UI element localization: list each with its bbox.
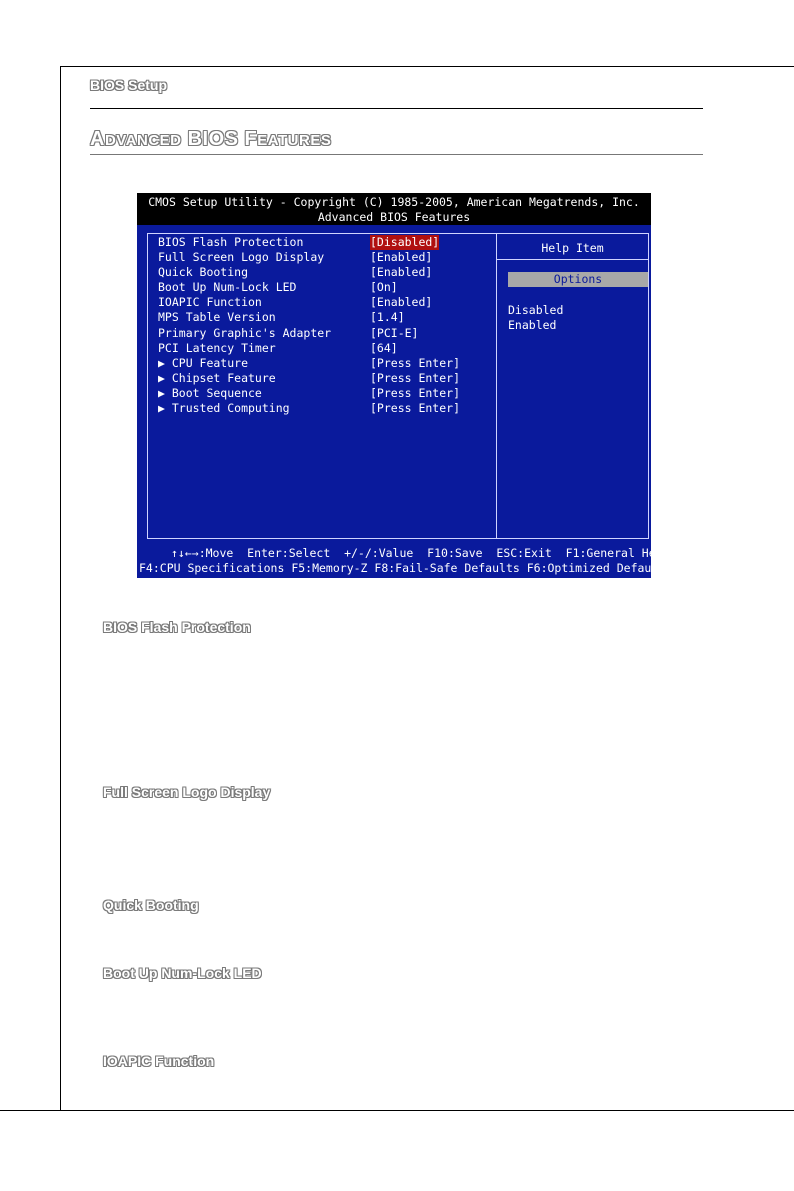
bios-submenu-label[interactable]: ▶ Chipset Feature xyxy=(158,371,276,385)
doc-heading-quick-booting: Quick Booting xyxy=(103,897,199,913)
bios-item-value[interactable]: [Enabled] xyxy=(370,295,433,309)
bios-item-value[interactable]: [Disabled] xyxy=(370,235,440,249)
bios-item-label[interactable]: IOAPIC Function xyxy=(158,295,262,309)
help-option: Enabled xyxy=(508,318,557,332)
bios-item-value[interactable]: [64] xyxy=(370,341,398,355)
help-item-title: Help Item xyxy=(541,241,604,255)
options-header: Options xyxy=(508,272,648,287)
doc-heading-bios-flash-protection: BIOS Flash Protection xyxy=(103,619,251,635)
bios-submenu-label[interactable]: ▶ Boot Sequence xyxy=(158,386,262,400)
bios-panel-divider xyxy=(496,234,497,538)
page-frame-left xyxy=(60,66,61,1111)
bios-footer-keys: ↑↓←→:Move Enter:Select +/-/:Value F10:Save ESC:Exit F1:General Help xyxy=(171,546,670,560)
bios-item-label[interactable]: PCI Latency Timer xyxy=(158,341,276,355)
bios-item-value[interactable]: [Enabled] xyxy=(370,250,433,264)
bios-submenu-label[interactable]: ▶ CPU Feature xyxy=(158,356,249,370)
bios-subtitle: Advanced BIOS Features xyxy=(317,210,471,224)
bios-footer xyxy=(137,545,673,578)
page-frame-top xyxy=(60,66,794,67)
bios-item-label[interactable]: Quick Booting xyxy=(158,265,249,279)
doc-heading-num-lock: Boot Up Num-Lock LED xyxy=(103,965,262,981)
help-panel-rule xyxy=(497,259,648,260)
doc-heading-full-screen-logo: Full Screen Logo Display xyxy=(103,784,271,800)
page-frame-bottom xyxy=(0,1110,794,1111)
bios-item-label[interactable]: Full Screen Logo Display xyxy=(158,250,325,264)
section-title: ADVANCED BIOS FEATURES xyxy=(90,128,332,150)
bios-item-label[interactable]: Primary Graphic's Adapter xyxy=(158,326,332,340)
doc-heading-ioapic: IOAPIC Function xyxy=(103,1053,215,1069)
section-rule xyxy=(90,154,703,155)
bios-submenu-value[interactable]: [Press Enter] xyxy=(370,386,461,400)
bios-item-value[interactable]: [On] xyxy=(370,280,398,294)
bios-submenu-value[interactable]: [Press Enter] xyxy=(370,356,461,370)
bios-title: CMOS Setup Utility - Copyright (C) 1985-2005, American Megatrends, Inc. xyxy=(148,195,640,209)
bios-submenu-value[interactable]: [Press Enter] xyxy=(370,371,461,385)
bios-item-label[interactable]: BIOS Flash Protection xyxy=(158,235,304,249)
bios-footer-function-keys: F4:CPU Specifications F5:Memory-Z F8:Fail-Safe Defaults F6:Optimized Defaults xyxy=(139,561,673,575)
bios-item-value[interactable]: [PCI-E] xyxy=(370,326,419,340)
header-rule xyxy=(90,108,703,109)
bios-titlebar xyxy=(137,193,651,225)
running-header: BIOS Setup xyxy=(90,77,168,93)
bios-item-value[interactable]: [1.4] xyxy=(370,310,405,324)
help-option: Disabled xyxy=(508,303,564,317)
bios-item-value[interactable]: [Enabled] xyxy=(370,265,433,279)
bios-item-label[interactable]: MPS Table Version xyxy=(158,310,276,324)
bios-item-label[interactable]: Boot Up Num-Lock LED xyxy=(158,280,297,294)
bios-main-panel xyxy=(147,233,649,539)
bios-screenshot xyxy=(137,193,673,578)
bios-submenu-value[interactable]: [Press Enter] xyxy=(370,401,461,415)
bios-submenu-label[interactable]: ▶ Trusted Computing xyxy=(158,401,290,415)
